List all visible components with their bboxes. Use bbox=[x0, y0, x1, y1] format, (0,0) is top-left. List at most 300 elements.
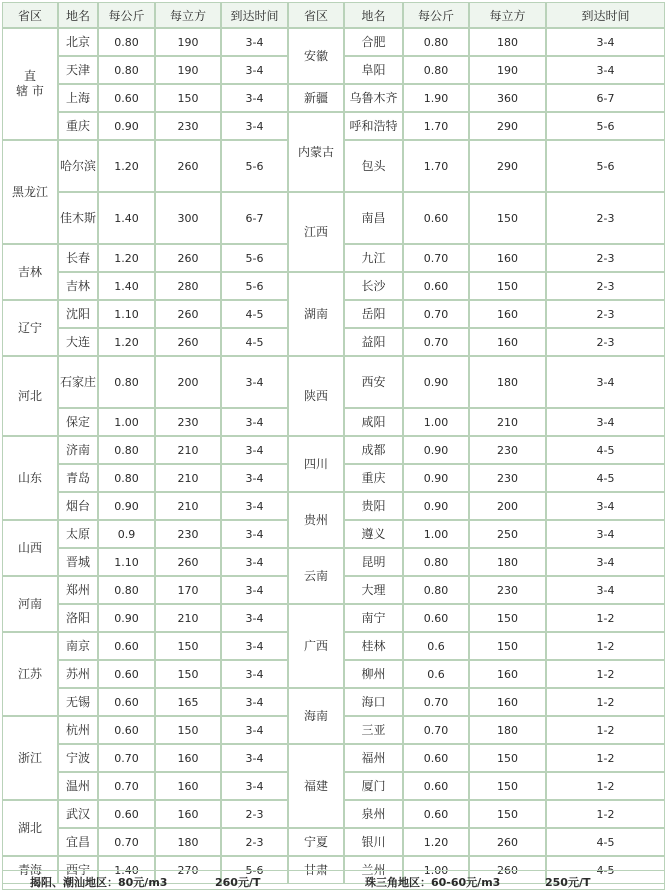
footer-note bbox=[2, 870, 665, 890]
per-kg-cell: 0.70 bbox=[403, 328, 469, 356]
arrival-days-cell: 2-3 bbox=[546, 328, 665, 356]
province-cell: 广西 bbox=[288, 604, 344, 688]
place-cell: 宁波 bbox=[58, 744, 98, 772]
arrival-days-cell: 5-6 bbox=[546, 140, 665, 192]
per-cubic-cell: 180 bbox=[469, 548, 546, 576]
rate-table-left bbox=[2, 2, 288, 884]
arrival-days-cell: 3-4 bbox=[221, 436, 288, 464]
arrival-days-cell: 2-3 bbox=[221, 800, 288, 828]
arrival-days-cell: 3-4 bbox=[221, 772, 288, 800]
per-kg-cell: 1.00 bbox=[403, 856, 469, 884]
per-cubic-cell: 150 bbox=[469, 272, 546, 300]
table-row bbox=[288, 828, 665, 856]
table-row bbox=[288, 140, 665, 192]
per-cubic-cell: 165 bbox=[155, 688, 221, 716]
arrival-days-cell: 4-5 bbox=[546, 436, 665, 464]
place-cell: 大连 bbox=[58, 328, 98, 356]
per-cubic-cell: 280 bbox=[155, 272, 221, 300]
arrival-days-cell: 1-2 bbox=[546, 716, 665, 744]
per-cubic-cell: 230 bbox=[155, 112, 221, 140]
table-row bbox=[288, 112, 665, 140]
place-cell: 合肥 bbox=[344, 28, 403, 56]
per-kg-cell: 0.90 bbox=[98, 492, 155, 520]
per-cubic-cell: 360 bbox=[469, 84, 546, 112]
header-per-cubic: 每立方 bbox=[155, 2, 221, 28]
place-cell: 太原 bbox=[58, 520, 98, 548]
place-cell: 西安 bbox=[344, 356, 403, 408]
per-cubic-cell: 180 bbox=[469, 356, 546, 408]
arrival-days-cell: 3-4 bbox=[221, 356, 288, 408]
place-cell: 长春 bbox=[58, 244, 98, 272]
table-row bbox=[2, 576, 288, 604]
province-cell: 山西 bbox=[2, 520, 58, 576]
per-kg-cell: 0.90 bbox=[98, 112, 155, 140]
per-kg-cell: 1.40 bbox=[98, 192, 155, 244]
place-cell: 桂林 bbox=[344, 632, 403, 660]
place-cell: 重庆 bbox=[58, 112, 98, 140]
per-cubic-cell: 150 bbox=[469, 744, 546, 772]
place-cell: 吉林 bbox=[58, 272, 98, 300]
per-cubic-cell: 160 bbox=[155, 800, 221, 828]
arrival-days-cell: 4-5 bbox=[221, 328, 288, 356]
table-row bbox=[2, 356, 288, 408]
place-cell: 包头 bbox=[344, 140, 403, 192]
per-kg-cell: 1.20 bbox=[403, 828, 469, 856]
arrival-days-cell: 4-5 bbox=[546, 464, 665, 492]
per-cubic-cell: 160 bbox=[469, 300, 546, 328]
per-kg-cell: 0.90 bbox=[403, 492, 469, 520]
table-row bbox=[288, 464, 665, 492]
arrival-days-cell: 3-4 bbox=[221, 744, 288, 772]
per-kg-cell: 0.60 bbox=[403, 772, 469, 800]
per-kg-cell: 0.80 bbox=[98, 464, 155, 492]
arrival-days-cell: 3-4 bbox=[546, 520, 665, 548]
province-cell: 陕西 bbox=[288, 356, 344, 436]
place-cell: 哈尔滨 bbox=[58, 140, 98, 192]
per-cubic-cell: 170 bbox=[155, 576, 221, 604]
table-row bbox=[288, 688, 665, 716]
per-kg-cell: 0.60 bbox=[98, 632, 155, 660]
per-cubic-cell: 230 bbox=[469, 576, 546, 604]
rate-table-right bbox=[288, 2, 665, 884]
table-row bbox=[2, 800, 288, 828]
province-cell: 新疆 bbox=[288, 84, 344, 112]
header-row bbox=[2, 2, 288, 28]
per-kg-cell: 0.9 bbox=[98, 520, 155, 548]
per-cubic-cell: 290 bbox=[469, 140, 546, 192]
per-kg-cell: 1.10 bbox=[98, 548, 155, 576]
per-kg-cell: 0.90 bbox=[403, 436, 469, 464]
per-cubic-cell: 150 bbox=[155, 716, 221, 744]
table-row bbox=[288, 520, 665, 548]
per-kg-cell: 1.00 bbox=[403, 408, 469, 436]
footer-left-ton-rate: 260元/T bbox=[215, 876, 261, 889]
per-cubic-cell: 160 bbox=[469, 660, 546, 688]
table-row bbox=[288, 28, 665, 56]
per-cubic-cell: 150 bbox=[469, 632, 546, 660]
header-province: 省区 bbox=[288, 2, 344, 28]
table-row bbox=[288, 244, 665, 272]
arrival-days-cell: 2-3 bbox=[546, 244, 665, 272]
province-cell: 福建 bbox=[288, 744, 344, 828]
province-cell: 贵州 bbox=[288, 492, 344, 548]
per-kg-cell: 0.80 bbox=[98, 576, 155, 604]
place-cell: 苏州 bbox=[58, 660, 98, 688]
per-cubic-cell: 150 bbox=[155, 84, 221, 112]
place-cell: 成都 bbox=[344, 436, 403, 464]
per-kg-cell: 0.90 bbox=[403, 464, 469, 492]
arrival-days-cell: 3-4 bbox=[546, 356, 665, 408]
province-cell: 宁夏 bbox=[288, 828, 344, 856]
arrival-days-cell: 4-5 bbox=[546, 856, 665, 884]
arrival-days-cell: 3-4 bbox=[221, 688, 288, 716]
place-cell: 益阳 bbox=[344, 328, 403, 356]
table-row bbox=[288, 492, 665, 520]
place-cell: 杭州 bbox=[58, 716, 98, 744]
per-kg-cell: 0.80 bbox=[98, 28, 155, 56]
per-kg-cell: 1.70 bbox=[403, 112, 469, 140]
header-row bbox=[288, 2, 665, 28]
per-kg-cell: 0.70 bbox=[98, 828, 155, 856]
place-cell: 海口 bbox=[344, 688, 403, 716]
per-cubic-cell: 160 bbox=[469, 328, 546, 356]
place-cell: 九江 bbox=[344, 244, 403, 272]
arrival-days-cell: 6-7 bbox=[221, 192, 288, 244]
per-cubic-cell: 230 bbox=[155, 408, 221, 436]
per-kg-cell: 0.60 bbox=[403, 800, 469, 828]
arrival-days-cell: 3-4 bbox=[221, 632, 288, 660]
per-cubic-cell: 210 bbox=[155, 436, 221, 464]
place-cell: 柳州 bbox=[344, 660, 403, 688]
place-cell: 岳阳 bbox=[344, 300, 403, 328]
table-row bbox=[288, 56, 665, 84]
per-kg-cell: 0.60 bbox=[403, 744, 469, 772]
province-cell: 河南 bbox=[2, 576, 58, 632]
arrival-days-cell: 3-4 bbox=[546, 492, 665, 520]
table-row bbox=[288, 272, 665, 300]
arrival-days-cell: 4-5 bbox=[546, 828, 665, 856]
per-kg-cell: 0.90 bbox=[98, 604, 155, 632]
freight-rate-sheet bbox=[2, 2, 665, 877]
arrival-days-cell: 3-4 bbox=[221, 716, 288, 744]
province-cell: 四川 bbox=[288, 436, 344, 492]
per-kg-cell: 0.60 bbox=[403, 272, 469, 300]
arrival-days-cell: 1-2 bbox=[546, 744, 665, 772]
per-cubic-cell: 180 bbox=[155, 828, 221, 856]
per-cubic-cell: 150 bbox=[469, 800, 546, 828]
per-kg-cell: 0.90 bbox=[403, 356, 469, 408]
per-cubic-cell: 210 bbox=[155, 464, 221, 492]
arrival-days-cell: 3-4 bbox=[546, 56, 665, 84]
per-kg-cell: 0.80 bbox=[98, 436, 155, 464]
province-cell: 湖北 bbox=[2, 800, 58, 856]
province-cell: 河北 bbox=[2, 356, 58, 436]
arrival-days-cell: 2-3 bbox=[546, 192, 665, 244]
place-cell: 温州 bbox=[58, 772, 98, 800]
province-cell: 湖南 bbox=[288, 272, 344, 356]
arrival-days-cell: 5-6 bbox=[221, 244, 288, 272]
province-cell: 江西 bbox=[288, 192, 344, 272]
header-per-kg: 每公斤 bbox=[98, 2, 155, 28]
per-cubic-cell: 260 bbox=[469, 856, 546, 884]
table-row bbox=[288, 772, 665, 800]
per-cubic-cell: 210 bbox=[469, 408, 546, 436]
header-arrival-days: 到达时间 bbox=[546, 2, 665, 28]
place-cell: 沈阳 bbox=[58, 300, 98, 328]
table-row bbox=[288, 548, 665, 576]
per-cubic-cell: 150 bbox=[155, 660, 221, 688]
place-cell: 烟台 bbox=[58, 492, 98, 520]
per-cubic-cell: 230 bbox=[469, 436, 546, 464]
per-cubic-cell: 290 bbox=[469, 112, 546, 140]
arrival-days-cell: 1-2 bbox=[546, 688, 665, 716]
per-cubic-cell: 150 bbox=[469, 772, 546, 800]
per-kg-cell: 0.70 bbox=[403, 244, 469, 272]
table-row bbox=[288, 800, 665, 828]
per-cubic-cell: 160 bbox=[469, 688, 546, 716]
place-cell: 武汉 bbox=[58, 800, 98, 828]
table-row bbox=[288, 744, 665, 772]
header-arrival-days: 到达时间 bbox=[221, 2, 288, 28]
table-row bbox=[2, 520, 288, 548]
footer-right-ton-rate: 250元/T bbox=[545, 876, 591, 889]
header-place: 地名 bbox=[58, 2, 98, 28]
header-province: 省区 bbox=[2, 2, 58, 28]
place-cell: 泉州 bbox=[344, 800, 403, 828]
place-cell: 青岛 bbox=[58, 464, 98, 492]
place-cell: 银川 bbox=[344, 828, 403, 856]
per-kg-cell: 0.80 bbox=[98, 356, 155, 408]
per-kg-cell: 0.70 bbox=[403, 688, 469, 716]
arrival-days-cell: 1-2 bbox=[546, 660, 665, 688]
place-cell: 西宁 bbox=[58, 856, 98, 884]
arrival-days-cell: 1-2 bbox=[546, 604, 665, 632]
per-cubic-cell: 230 bbox=[155, 520, 221, 548]
place-cell: 遵义 bbox=[344, 520, 403, 548]
per-cubic-cell: 160 bbox=[155, 772, 221, 800]
per-cubic-cell: 180 bbox=[469, 28, 546, 56]
arrival-days-cell: 3-4 bbox=[221, 112, 288, 140]
place-cell: 晋城 bbox=[58, 548, 98, 576]
arrival-days-cell: 1-2 bbox=[546, 632, 665, 660]
table-row bbox=[2, 244, 288, 272]
footer-right-area-rate: 珠三角地区：60-60元/m3 bbox=[365, 876, 501, 889]
per-kg-cell: 0.60 bbox=[98, 716, 155, 744]
per-cubic-cell: 160 bbox=[469, 244, 546, 272]
table-row bbox=[288, 408, 665, 436]
per-cubic-cell: 190 bbox=[155, 28, 221, 56]
province-cell: 青海 bbox=[2, 856, 58, 884]
table-row bbox=[288, 84, 665, 112]
table-row bbox=[2, 436, 288, 464]
table-row bbox=[288, 300, 665, 328]
place-cell: 阜阳 bbox=[344, 56, 403, 84]
arrival-days-cell: 2-3 bbox=[221, 828, 288, 856]
province-cell: 辽宁 bbox=[2, 300, 58, 356]
per-kg-cell: 1.20 bbox=[98, 244, 155, 272]
place-cell: 宜昌 bbox=[58, 828, 98, 856]
header-per-cubic: 每立方 bbox=[469, 2, 546, 28]
table-row bbox=[288, 192, 665, 244]
arrival-days-cell: 3-4 bbox=[221, 28, 288, 56]
place-cell: 呼和浩特 bbox=[344, 112, 403, 140]
per-cubic-cell: 250 bbox=[469, 520, 546, 548]
per-kg-cell: 0.60 bbox=[403, 192, 469, 244]
province-cell: 黑龙江 bbox=[2, 140, 58, 244]
per-cubic-cell: 200 bbox=[469, 492, 546, 520]
place-cell: 兰州 bbox=[344, 856, 403, 884]
place-cell: 郑州 bbox=[58, 576, 98, 604]
province-cell: 安徽 bbox=[288, 28, 344, 84]
arrival-days-cell: 5-6 bbox=[546, 112, 665, 140]
per-kg-cell: 0.70 bbox=[98, 772, 155, 800]
arrival-days-cell: 3-4 bbox=[221, 84, 288, 112]
arrival-days-cell: 3-4 bbox=[221, 56, 288, 84]
per-kg-cell: 1.20 bbox=[98, 328, 155, 356]
per-cubic-cell: 260 bbox=[155, 328, 221, 356]
arrival-days-cell: 2-3 bbox=[546, 300, 665, 328]
footer-left-area-rate: 揭阳、潮汕地区：80元/m3 bbox=[30, 876, 168, 889]
per-kg-cell: 1.40 bbox=[98, 856, 155, 884]
arrival-days-cell: 5-6 bbox=[221, 272, 288, 300]
place-cell: 天津 bbox=[58, 56, 98, 84]
table-row bbox=[2, 28, 288, 56]
place-cell: 福州 bbox=[344, 744, 403, 772]
place-cell: 南昌 bbox=[344, 192, 403, 244]
arrival-days-cell: 6-7 bbox=[546, 84, 665, 112]
table-row bbox=[288, 660, 665, 688]
arrival-days-cell: 1-2 bbox=[546, 772, 665, 800]
arrival-days-cell: 3-4 bbox=[221, 660, 288, 688]
arrival-days-cell: 3-4 bbox=[546, 576, 665, 604]
place-cell: 济南 bbox=[58, 436, 98, 464]
per-kg-cell: 0.60 bbox=[98, 660, 155, 688]
per-cubic-cell: 150 bbox=[469, 192, 546, 244]
per-cubic-cell: 300 bbox=[155, 192, 221, 244]
per-kg-cell: 0.6 bbox=[403, 632, 469, 660]
per-kg-cell: 0.80 bbox=[403, 56, 469, 84]
province-cell: 云南 bbox=[288, 548, 344, 604]
place-cell: 上海 bbox=[58, 84, 98, 112]
table-row bbox=[288, 436, 665, 464]
province-cell: 浙江 bbox=[2, 716, 58, 800]
per-kg-cell: 0.6 bbox=[403, 660, 469, 688]
arrival-days-cell: 4-5 bbox=[221, 300, 288, 328]
place-cell: 石家庄 bbox=[58, 356, 98, 408]
place-cell: 重庆 bbox=[344, 464, 403, 492]
per-kg-cell: 1.90 bbox=[403, 84, 469, 112]
table-row bbox=[288, 716, 665, 744]
place-cell: 长沙 bbox=[344, 272, 403, 300]
table-row bbox=[2, 300, 288, 328]
place-cell: 贵阳 bbox=[344, 492, 403, 520]
arrival-days-cell: 3-4 bbox=[221, 548, 288, 576]
arrival-days-cell: 3-4 bbox=[546, 28, 665, 56]
per-kg-cell: 1.00 bbox=[98, 408, 155, 436]
per-kg-cell: 0.60 bbox=[98, 800, 155, 828]
arrival-days-cell: 3-4 bbox=[546, 408, 665, 436]
arrival-days-cell: 2-3 bbox=[546, 272, 665, 300]
per-cubic-cell: 160 bbox=[155, 744, 221, 772]
per-kg-cell: 0.70 bbox=[98, 744, 155, 772]
arrival-days-cell: 3-4 bbox=[221, 604, 288, 632]
province-cell: 吉林 bbox=[2, 244, 58, 300]
arrival-days-cell: 3-4 bbox=[221, 464, 288, 492]
per-kg-cell: 0.80 bbox=[403, 28, 469, 56]
per-cubic-cell: 260 bbox=[155, 244, 221, 272]
per-cubic-cell: 200 bbox=[155, 356, 221, 408]
per-kg-cell: 0.70 bbox=[403, 716, 469, 744]
per-kg-cell: 0.70 bbox=[403, 300, 469, 328]
per-cubic-cell: 260 bbox=[155, 548, 221, 576]
per-kg-cell: 1.40 bbox=[98, 272, 155, 300]
per-kg-cell: 1.00 bbox=[403, 520, 469, 548]
per-cubic-cell: 150 bbox=[155, 632, 221, 660]
per-kg-cell: 0.60 bbox=[98, 688, 155, 716]
province-cell: 山东 bbox=[2, 436, 58, 520]
place-cell: 厦门 bbox=[344, 772, 403, 800]
arrival-days-cell: 3-4 bbox=[546, 548, 665, 576]
table-row bbox=[2, 716, 288, 744]
per-kg-cell: 1.70 bbox=[403, 140, 469, 192]
arrival-days-cell: 1-2 bbox=[546, 800, 665, 828]
table-row bbox=[288, 604, 665, 632]
arrival-days-cell: 3-4 bbox=[221, 408, 288, 436]
table-row bbox=[288, 356, 665, 408]
province-cell: 直 辖 市 bbox=[2, 28, 58, 140]
per-cubic-cell: 230 bbox=[469, 464, 546, 492]
place-cell: 乌鲁木齐 bbox=[344, 84, 403, 112]
per-kg-cell: 0.80 bbox=[98, 56, 155, 84]
per-cubic-cell: 190 bbox=[155, 56, 221, 84]
per-cubic-cell: 210 bbox=[155, 492, 221, 520]
table-row bbox=[288, 576, 665, 604]
place-cell: 洛阳 bbox=[58, 604, 98, 632]
per-kg-cell: 0.60 bbox=[403, 604, 469, 632]
per-cubic-cell: 260 bbox=[155, 140, 221, 192]
place-cell: 无锡 bbox=[58, 688, 98, 716]
place-cell: 咸阳 bbox=[344, 408, 403, 436]
place-cell: 昆明 bbox=[344, 548, 403, 576]
per-kg-cell: 1.20 bbox=[98, 140, 155, 192]
per-kg-cell: 0.80 bbox=[403, 576, 469, 604]
per-cubic-cell: 270 bbox=[155, 856, 221, 884]
per-cubic-cell: 180 bbox=[469, 716, 546, 744]
arrival-days-cell: 5-6 bbox=[221, 856, 288, 884]
header-place: 地名 bbox=[344, 2, 403, 28]
place-cell: 保定 bbox=[58, 408, 98, 436]
province-cell: 内蒙古 bbox=[288, 112, 344, 192]
arrival-days-cell: 3-4 bbox=[221, 576, 288, 604]
per-cubic-cell: 150 bbox=[469, 604, 546, 632]
per-kg-cell: 1.10 bbox=[98, 300, 155, 328]
per-cubic-cell: 260 bbox=[155, 300, 221, 328]
province-cell: 海南 bbox=[288, 688, 344, 744]
table-row bbox=[2, 632, 288, 660]
per-cubic-cell: 210 bbox=[155, 604, 221, 632]
province-cell: 江苏 bbox=[2, 632, 58, 716]
province-cell: 甘肃 bbox=[288, 856, 344, 884]
arrival-days-cell: 5-6 bbox=[221, 140, 288, 192]
per-kg-cell: 0.80 bbox=[403, 548, 469, 576]
table-row bbox=[288, 328, 665, 356]
place-cell: 北京 bbox=[58, 28, 98, 56]
header-per-kg: 每公斤 bbox=[403, 2, 469, 28]
per-cubic-cell: 260 bbox=[469, 828, 546, 856]
place-cell: 大理 bbox=[344, 576, 403, 604]
table-row bbox=[2, 140, 288, 192]
place-cell: 三亚 bbox=[344, 716, 403, 744]
